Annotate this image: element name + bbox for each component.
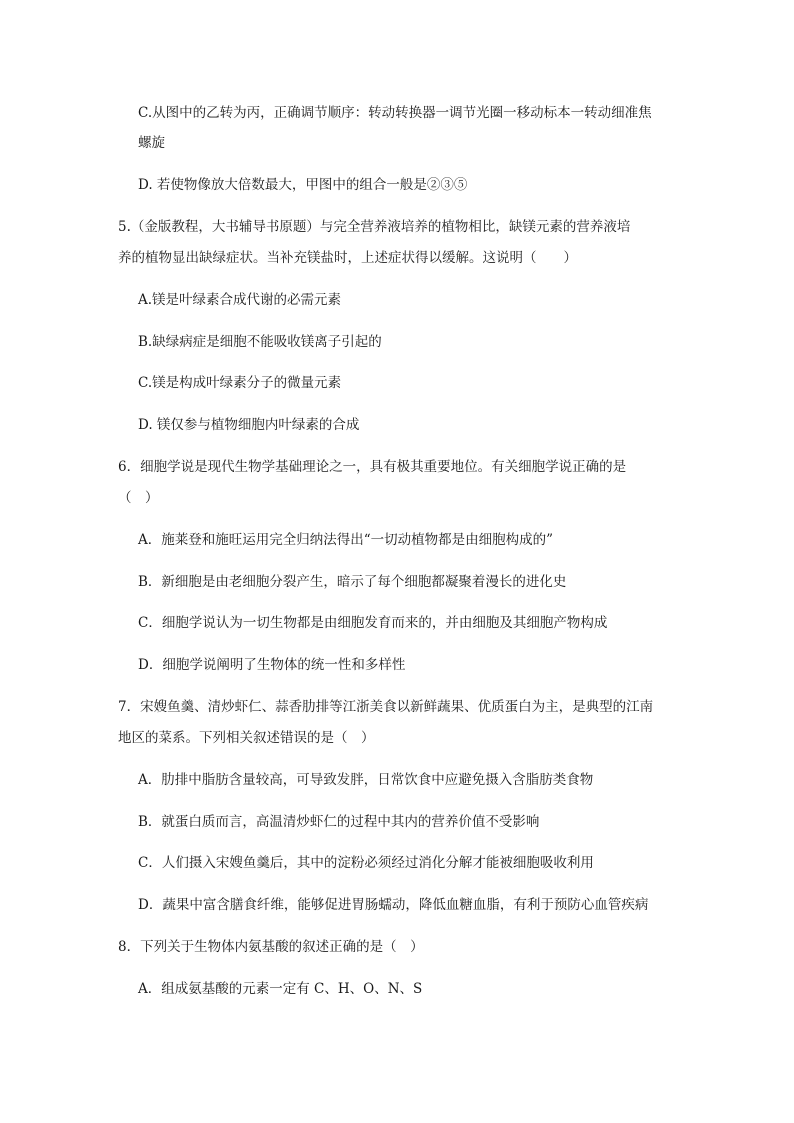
question-7-stem-line-1: 7．宋嫂鱼羹、清炒虾仁、蒜香肋排等江浙美食以新鲜蔬果、优质蛋白为主，是典型的江南 (118, 699, 654, 715)
question-5-option-d: D. 镁仅参与植物细胞内叶绿素的合成 (138, 417, 360, 433)
question-7-option-d: D．蔬果中富含膳食纤维，能够促进胃肠蠕动，降低血糖血脂，有利于预防心血管疾病 (138, 897, 649, 913)
question-6-option-c: C．细胞学说认为一切生物都是由细胞发育而来的，并由细胞及其细胞产物构成 (138, 615, 608, 631)
question-8-option-a: A．组成氨基酸的元素一定有 C、H、O、N、S (138, 981, 423, 997)
question-7-option-c: C．人们摄入宋嫂鱼羹后，其中的淀粉必须经过消化分解才能被细胞吸收利用 (138, 855, 594, 871)
question-7-stem-line-2: 地区的菜系。下列相关叙述错误的是（ ） (118, 730, 375, 746)
question-6-option-b: B．新细胞是由老细胞分裂产生，暗示了每个细胞都凝聚着漫长的进化史 (138, 574, 567, 590)
question-6-option-d: D．细胞学说阐明了生物体的统一性和多样性 (138, 657, 406, 673)
question-4-option-c-line-1: C.从图中的乙转为丙，正确调节顺序：转动转换器一调节光圈一移动标本一转动细准焦 (138, 105, 652, 121)
question-7-option-b: B．就蛋白质而言，高温清炒虾仁的过程中其内的营养价值不受影响 (138, 814, 540, 830)
question-6-option-a: A．施莱登和施旺运用完全归纳法得出“一切动植物都是由细胞构成的” (138, 532, 554, 548)
question-8-stem: 8．下列关于生物体内氨基酸的叙述正确的是（ ） (118, 939, 424, 955)
question-6-stem-line-1: 6．细胞学说是现代生物学基础理论之一，具有极其重要地位。有关细胞学说正确的是 (118, 459, 627, 475)
question-5-option-c: C.镁是构成叶绿素分子的微量元素 (138, 375, 342, 391)
question-5-stem-line-1: 5.（金版教程，大书辅导书原题）与完全营养液培养的植物相比，缺镁元素的营养液培 (118, 219, 631, 235)
question-5-option-b: B.缺绿病症是细胞不能吸收镁离子引起的 (138, 334, 382, 350)
question-4-option-c-line-2: 螺旋 (138, 135, 165, 151)
question-5-option-a: A.镁是叶绿素合成代谢的必需元素 (138, 292, 342, 308)
question-7-option-a: A．肋排中脂肪含量较高，可导致发胖，日常饮食中应避免摄入含脂肪类食物 (138, 772, 594, 788)
question-4-option-d: D. 若使物像放大倍数最大，甲图中的组合一般是②③⑤ (138, 177, 468, 193)
question-6-stem-line-2: （ ） (118, 490, 159, 506)
question-5-stem-line-2: 养的植物显出缺绿症状。当补充镁盐时，上述症状得以缓解。这说明（ ） (118, 250, 577, 266)
